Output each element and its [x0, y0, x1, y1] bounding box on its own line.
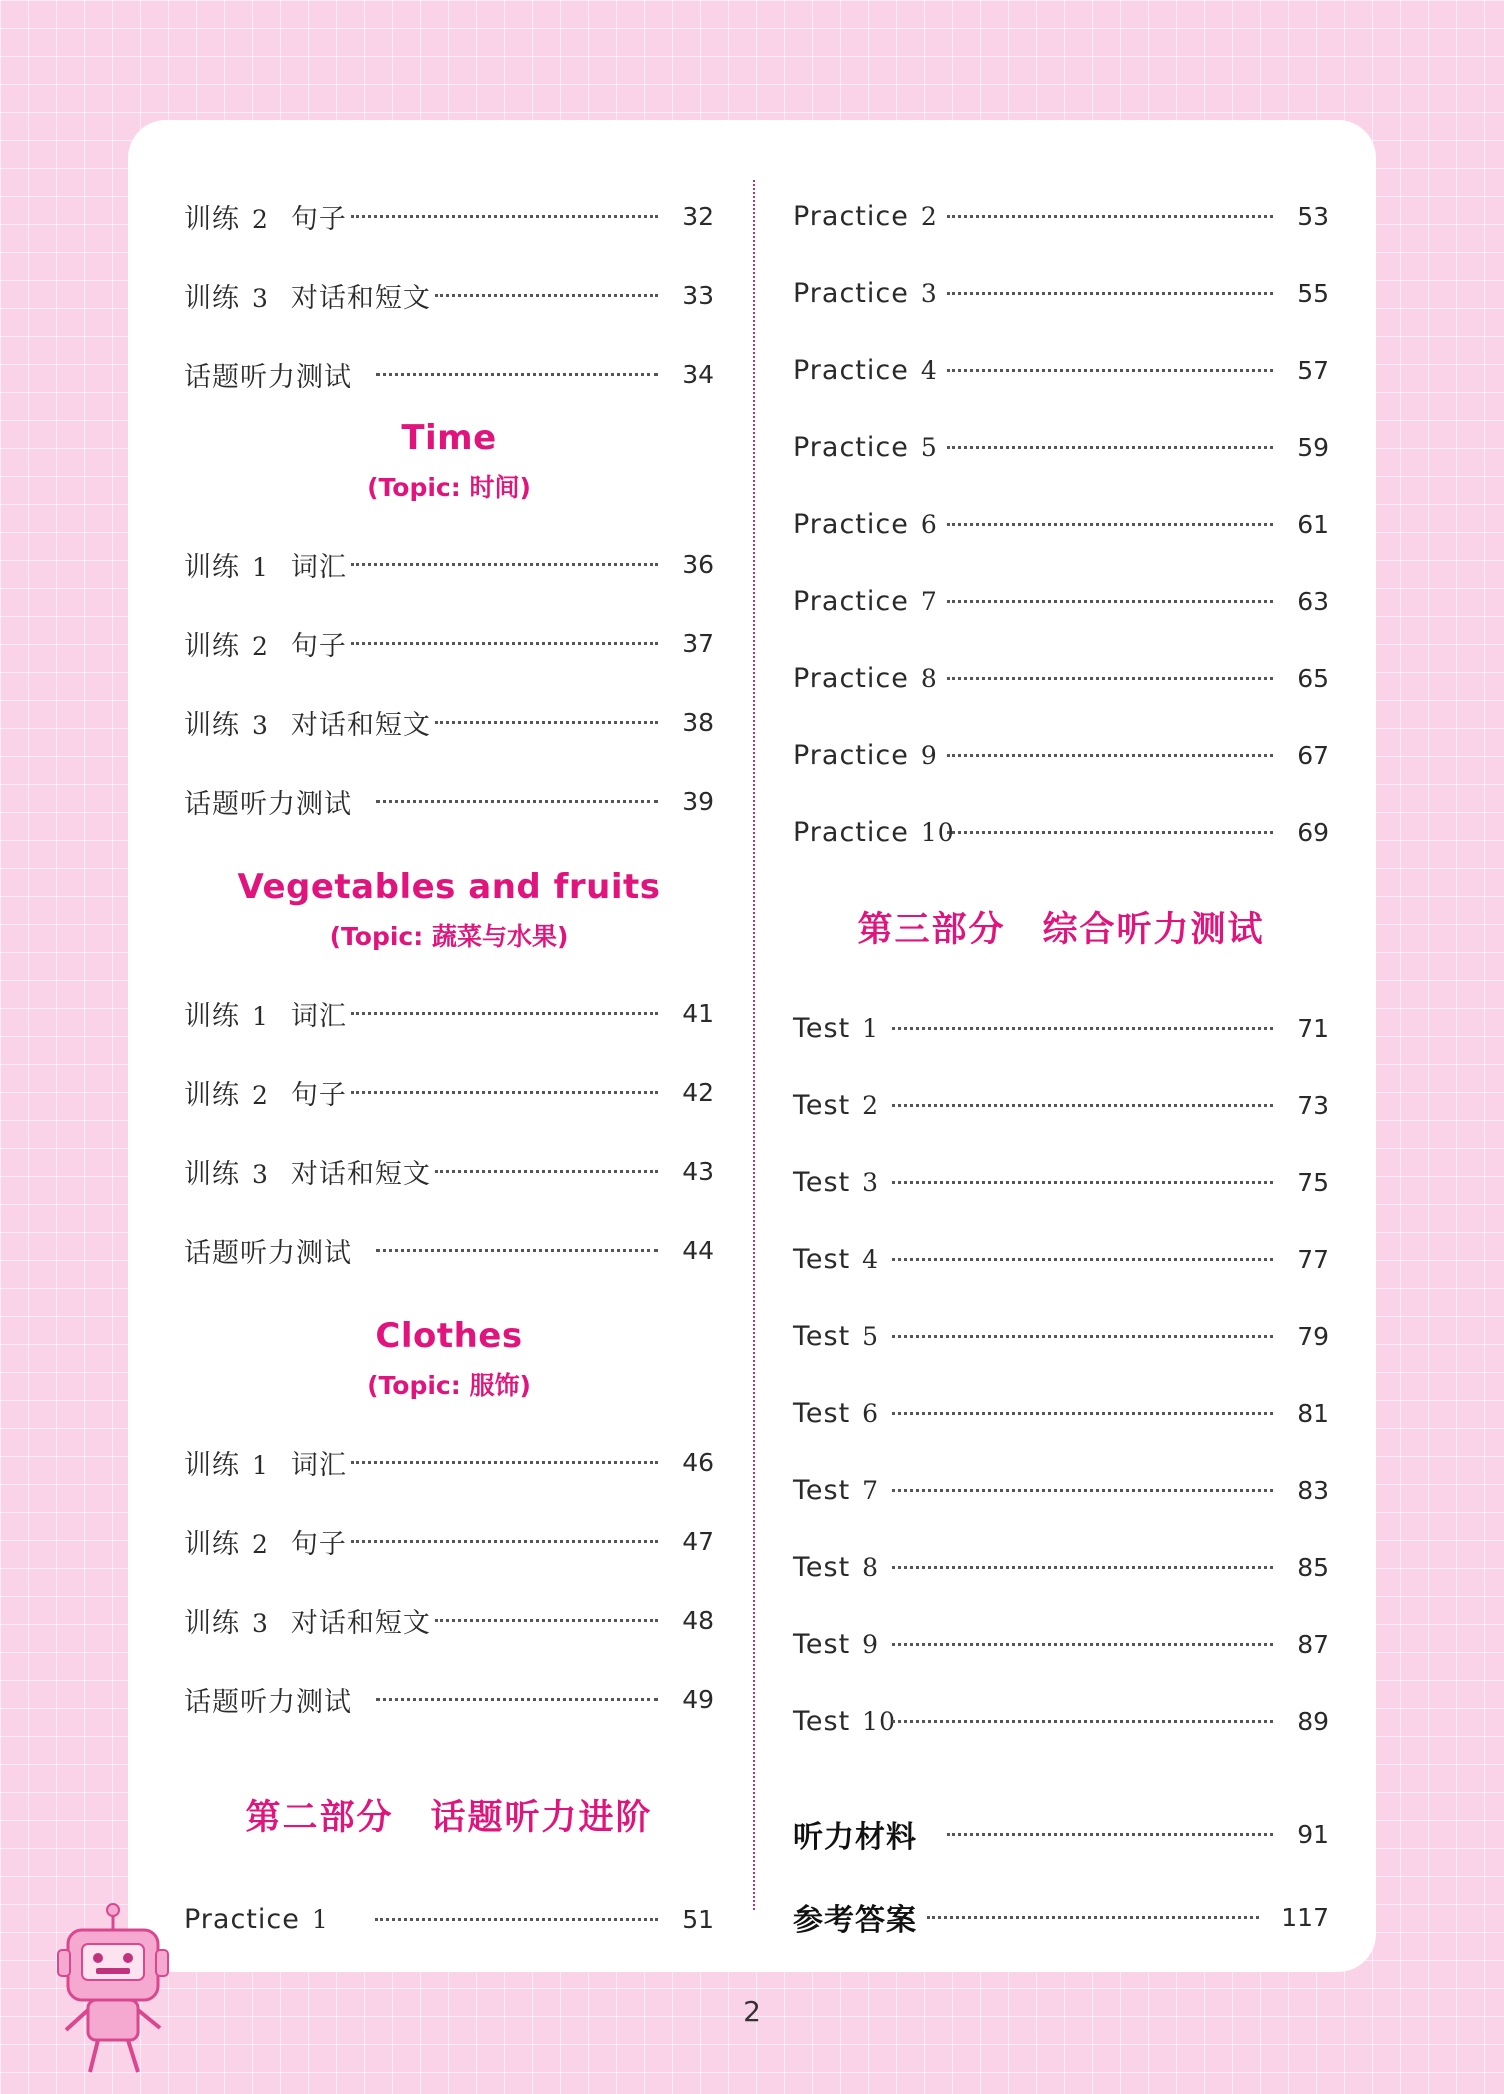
toc-entry[interactable]: Test 7 83 [793, 1474, 1329, 1506]
toc-entry[interactable]: Test 8 85 [793, 1551, 1329, 1583]
toc-entry[interactable]: 训练 3 对话和短文 38 [184, 707, 714, 741]
page-ref: 65 [1297, 663, 1329, 693]
page-ref: 41 [682, 998, 714, 1028]
page-ref: 46 [682, 1447, 714, 1477]
robot-mascot-icon [48, 1900, 188, 2080]
page-ref: 79 [1297, 1321, 1329, 1351]
page-ref: 75 [1297, 1167, 1329, 1197]
toc-entry[interactable]: Practice 9 67 [793, 739, 1329, 771]
toc-entry[interactable]: 话题听力测试 39 [184, 786, 714, 820]
toc-entry[interactable]: 训练 3 对话和短文 33 [184, 280, 714, 314]
page-number: 2 [743, 1995, 761, 2028]
page-ref: 69 [1297, 817, 1329, 847]
page-ref: 53 [1297, 201, 1329, 231]
toc-entry[interactable]: Practice 7 63 [793, 585, 1329, 617]
toc-entry[interactable]: 话题听力测试 34 [184, 359, 714, 393]
section-subheading-vegetables: (Topic: 蔬菜与水果) [329, 922, 569, 951]
part-heading-2: 第二部分 话题听力进阶 [245, 1798, 653, 1838]
toc-entry[interactable]: 训练 1 词汇 46 [184, 1447, 714, 1481]
page-ref: 44 [682, 1235, 714, 1265]
toc-entry[interactable]: Practice 3 55 [793, 277, 1329, 309]
toc-entry[interactable]: Practice 10 69 [793, 816, 1329, 848]
page-ref: 83 [1297, 1475, 1329, 1505]
page-ref: 39 [682, 786, 714, 816]
page-ref: 49 [682, 1684, 714, 1714]
toc-entry-listening-materials[interactable]: 听力材料 91 [793, 1819, 1329, 1855]
page-ref: 73 [1297, 1090, 1329, 1120]
toc-entry[interactable]: Test 3 75 [793, 1166, 1329, 1198]
page-ref: 85 [1297, 1552, 1329, 1582]
page-ref: 32 [682, 201, 714, 231]
section-subheading-clothes: (Topic: 服饰) [367, 1371, 531, 1400]
page-ref: 57 [1297, 355, 1329, 385]
page-ref: 55 [1297, 278, 1329, 308]
page-ref: 51 [682, 1904, 714, 1934]
page-ref: 81 [1297, 1398, 1329, 1428]
page-ref: 48 [682, 1605, 714, 1635]
toc-entry[interactable]: Practice 1 51 [184, 1903, 714, 1935]
section-heading-time: Time [401, 418, 497, 458]
toc-card [128, 120, 1376, 1972]
toc-entry[interactable]: Practice 4 57 [793, 354, 1329, 386]
section-heading-clothes: Clothes [375, 1316, 523, 1356]
page-ref: 36 [682, 549, 714, 579]
page-ref: 47 [682, 1526, 714, 1556]
part-heading-3: 第三部分 综合听力测试 [857, 910, 1265, 950]
page-ref: 34 [682, 359, 714, 389]
toc-entry[interactable]: 训练 1 词汇 36 [184, 549, 714, 583]
toc-entry[interactable]: 训练 3 对话和短文 43 [184, 1156, 714, 1190]
column-divider [753, 180, 755, 1910]
page-ref: 63 [1297, 586, 1329, 616]
toc-entry[interactable]: 话题听力测试 44 [184, 1235, 714, 1269]
toc-entry[interactable]: Test 6 81 [793, 1397, 1329, 1429]
toc-entry[interactable]: Practice 2 53 [793, 200, 1329, 232]
page-ref: 37 [682, 628, 714, 658]
toc-entry[interactable]: 训练 2 句子 47 [184, 1526, 714, 1560]
toc-entry[interactable]: Practice 8 65 [793, 662, 1329, 694]
toc-entry[interactable]: Practice 5 59 [793, 431, 1329, 463]
section-heading-vegetables: Vegetables and fruits [237, 867, 661, 907]
page-ref: 42 [682, 1077, 714, 1107]
toc-entry[interactable]: Test 5 79 [793, 1320, 1329, 1352]
toc-entry[interactable]: Test 2 73 [793, 1089, 1329, 1121]
toc-entry[interactable]: Test 4 77 [793, 1243, 1329, 1275]
page-ref: 38 [682, 707, 714, 737]
page-ref: 89 [1297, 1706, 1329, 1736]
toc-entry[interactable]: Test 10 89 [793, 1705, 1329, 1737]
toc-entry[interactable]: 训练 3 对话和短文 48 [184, 1605, 714, 1639]
page-ref: 87 [1297, 1629, 1329, 1659]
page-ref: 67 [1297, 740, 1329, 770]
page-ref: 33 [682, 280, 714, 310]
page-ref: 59 [1297, 432, 1329, 462]
toc-entry[interactable]: 训练 2 句子 37 [184, 628, 714, 662]
page-ref: 61 [1297, 509, 1329, 539]
page-ref: 77 [1297, 1244, 1329, 1274]
toc-entry[interactable]: 训练 2 句子 42 [184, 1077, 714, 1111]
page-ref: 71 [1297, 1013, 1329, 1043]
toc-entry[interactable]: 训练 1 词汇 41 [184, 998, 714, 1032]
toc-entry[interactable]: 话题听力测试 49 [184, 1684, 714, 1718]
toc-entry[interactable]: Practice 6 61 [793, 508, 1329, 540]
section-subheading-time: (Topic: 时间) [367, 473, 531, 502]
page-ref: 43 [682, 1156, 714, 1186]
toc-entry[interactable]: 训练 2 句子 32 [184, 201, 714, 235]
toc-entry-answer-key[interactable]: 参考答案 117 [793, 1902, 1329, 1938]
toc-entry[interactable]: Test 1 71 [793, 1012, 1329, 1044]
toc-entry[interactable]: Test 9 87 [793, 1628, 1329, 1660]
page-ref: 117 [1281, 1902, 1329, 1932]
page-ref: 91 [1297, 1819, 1329, 1849]
